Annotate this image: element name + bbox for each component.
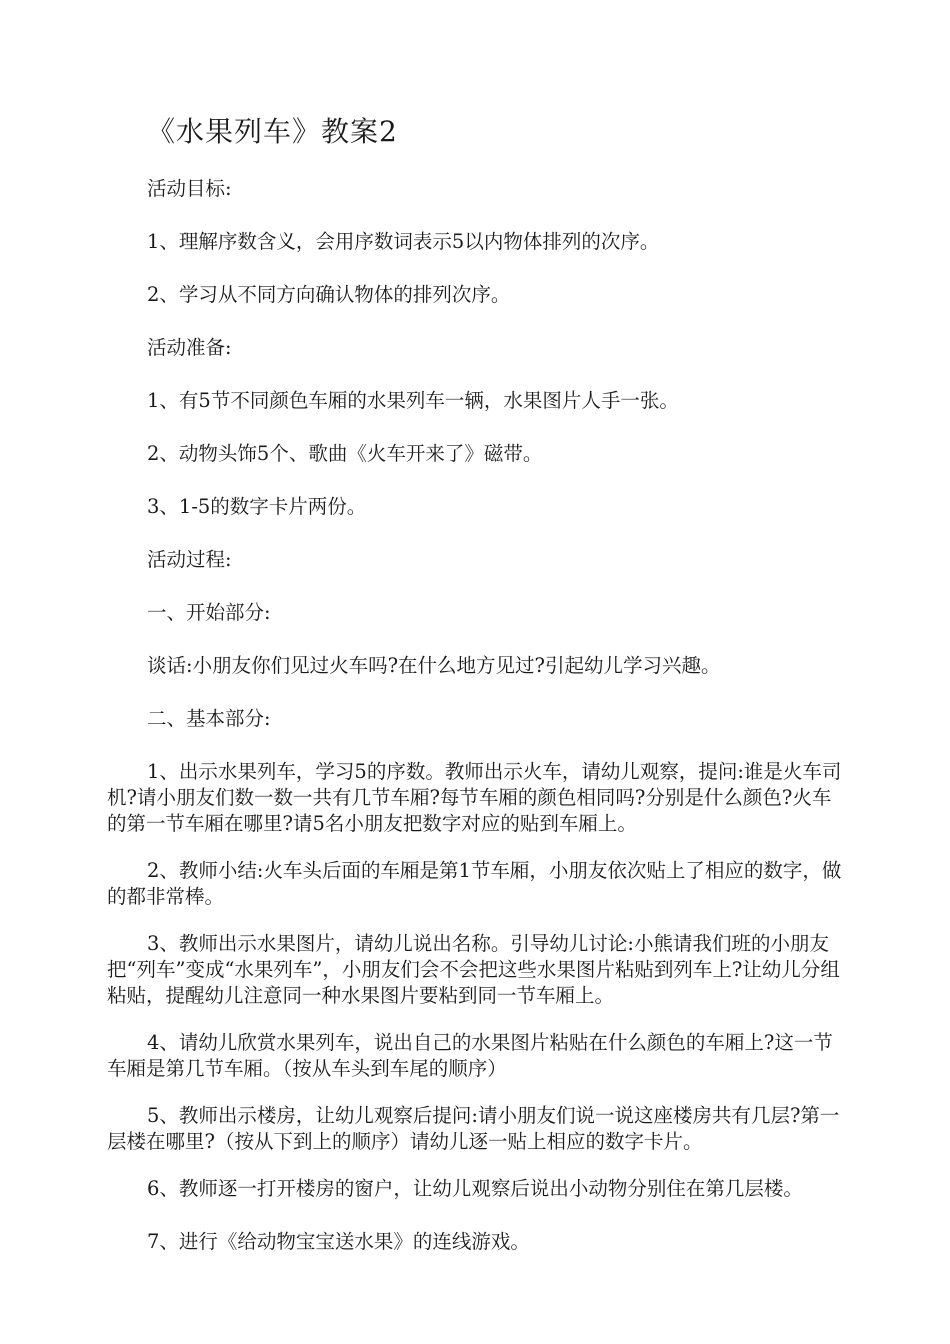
section-heading-objectives: 活动目标: bbox=[147, 177, 232, 200]
document-body bbox=[107, 176, 847, 1282]
process-step: 7、进行《给动物宝宝送水果》的连线游戏。 bbox=[147, 1230, 530, 1253]
subsection-heading-basic: 二、基本部分: bbox=[147, 707, 271, 730]
objective-item: 2、学习从不同方向确认物体的排列次序。 bbox=[147, 283, 511, 306]
process-step: 5、教师出示楼房，让幼儿观察后提问:请小朋友们说一说这座楼房共有几层?第一层楼在哪里?（按从下到上的顺序）请幼儿逐一贴上相应的数字卡片。 bbox=[107, 1104, 840, 1153]
subsection-heading-opening: 一、开始部分: bbox=[147, 601, 271, 624]
preparation-item: 3、1-5的数字卡片两份。 bbox=[147, 495, 367, 518]
process-step: 4、请幼儿欣赏水果列车，说出自己的水果图片粘贴在什么颜色的车厢上?这一节车厢是第几节车厢。（按从车头到车尾的顺序） bbox=[107, 1031, 833, 1080]
preparation-item: 1、有5节不同颜色车厢的水果列车一辆，水果图片人手一张。 bbox=[147, 389, 679, 412]
process-step: 2、教师小结:火车头后面的车厢是第1节车厢，小朋友依次贴上了相应的数字，做的都非常棒。 bbox=[107, 859, 842, 908]
document-title: 《水果列车》教案2 bbox=[147, 115, 398, 148]
process-step: 1、出示水果列车，学习5的序数。教师出示火车，请幼儿观察，提问:谁是火车司机?请小朋友们数一数一共有几节车厢?每节车厢的颜色相同吗?分别是什么颜色?火车的第一节车厢在哪里?请5名小朋友把数字对应的贴到车厢上。 bbox=[107, 760, 842, 835]
objective-item: 1、理解序数含义，会用序数词表示5以内物体排列的次序。 bbox=[147, 230, 660, 253]
process-step: 6、教师逐一打开楼房的窗户，让幼儿观察后说出小动物分别住在第几层楼。 bbox=[147, 1177, 803, 1200]
preparation-item: 2、动物头饰5个、歌曲《火车开来了》磁带。 bbox=[147, 442, 543, 465]
process-step: 3、教师出示水果图片，请幼儿说出名称。引导幼儿讨论:小熊请我们班的小朋友把“列车”变成“水果列车”，小朋友们会不会把这些水果图片粘贴到列车上?让幼儿分组粘贴，提醒幼儿注意同一种水果图片要粘到同一节车厢上。 bbox=[107, 932, 840, 1007]
section-heading-process: 活动过程: bbox=[147, 548, 232, 571]
section-heading-preparation: 活动准备: bbox=[147, 336, 232, 359]
opening-paragraph: 谈话:小朋友你们见过火车吗?在什么地方见过?引起幼儿学习兴趣。 bbox=[147, 654, 721, 677]
